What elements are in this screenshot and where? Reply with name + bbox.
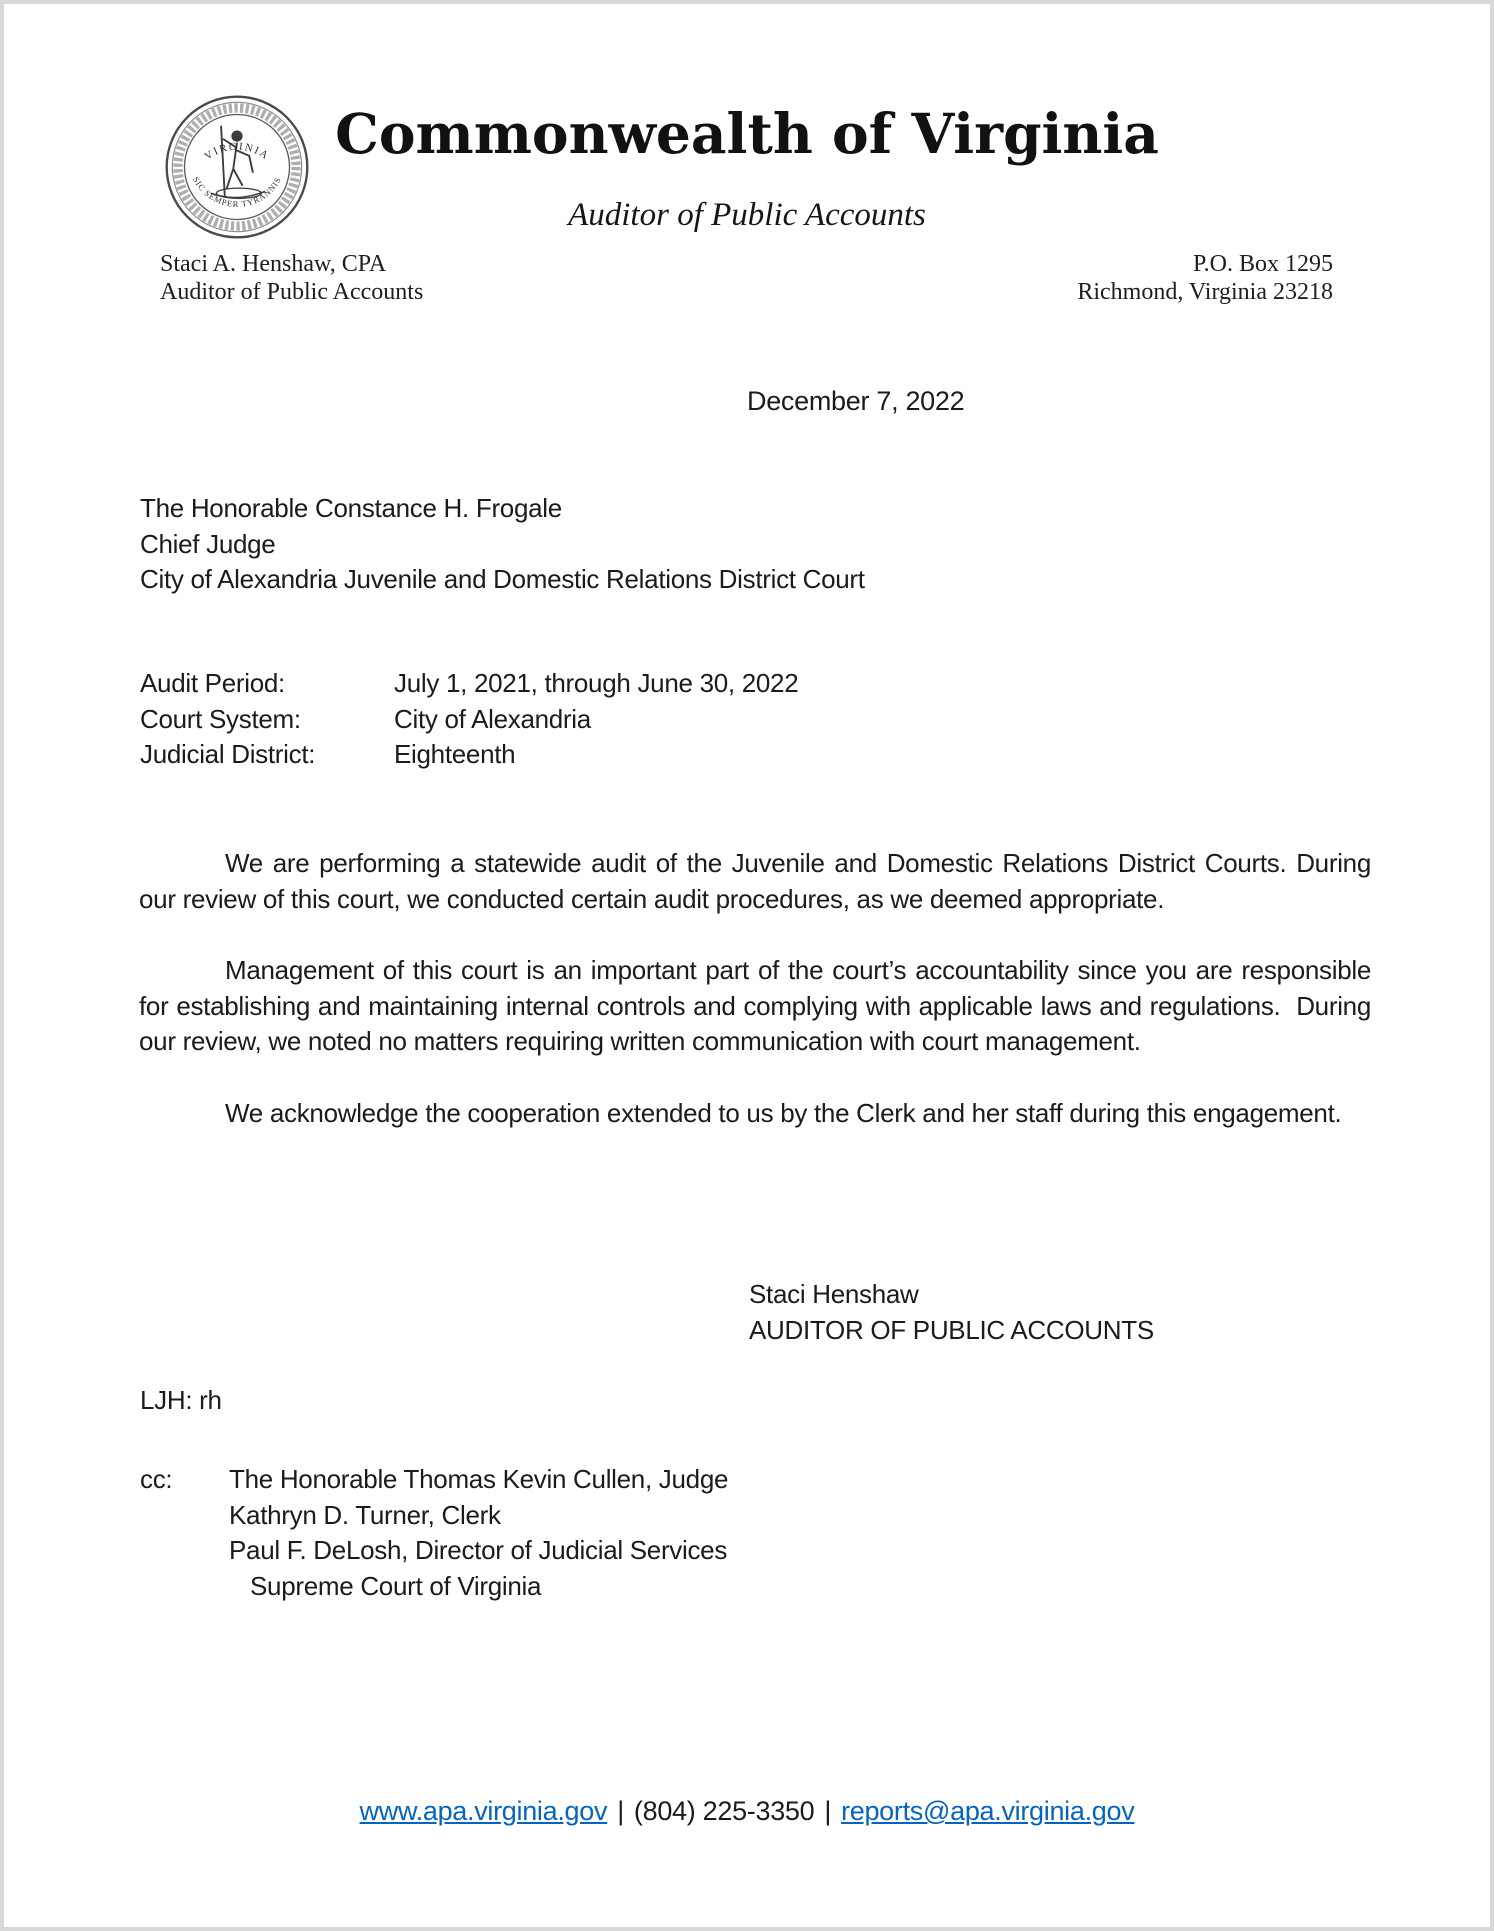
judicial-district-value: Eighteenth [394, 739, 516, 769]
cc-items [229, 1462, 728, 1604]
footer-separator: | [824, 1796, 832, 1826]
audit-period-row [140, 666, 798, 702]
audit-period-value: July 1, 2021, through June 30, 2022 [394, 668, 799, 698]
recipient-title: Chief Judge [140, 528, 276, 559]
letter-body [139, 846, 1371, 1167]
officer-name: Staci A. Henshaw, CPA [160, 251, 387, 277]
phone-number: (804) 225-3350 [633, 1796, 815, 1826]
audit-period-label: Audit Period: [140, 668, 285, 698]
paragraph-1: We are performing a statewide audit of the Juvenile and Domestic Relations District Courts. During our review of this court, we conducted certain audit procedures, as we deemed appropriate. [139, 848, 1371, 914]
website-link[interactable]: www.apa.virginia.gov [359, 1796, 608, 1826]
court-system-label: Court System: [140, 703, 301, 734]
signature-title: AUDITOR OF PUBLIC ACCOUNTS [749, 1314, 1154, 1345]
cc-block [140, 1462, 728, 1604]
recipient-name: The Honorable Constance H. Frogale [140, 493, 562, 523]
cc-item: Paul F. DeLosh, Director of Judicial Services [229, 1535, 728, 1565]
cc-item: Supreme Court of Virginia [250, 1570, 542, 1601]
recipient-block [140, 491, 865, 598]
footer-separator: | [617, 1796, 624, 1826]
signature-name: Staci Henshaw [749, 1279, 919, 1309]
header-officer-block [160, 250, 423, 306]
officer-title: Auditor of Public Accounts [160, 279, 424, 305]
judicial-district-label: Judicial District: [140, 739, 316, 769]
cc-item: Kathryn D. Turner, Clerk [229, 1499, 501, 1530]
recipient-court: City of Alexandria Juvenile and Domestic Relations District Court [140, 564, 865, 594]
org-title: Commonwealth of Virginia [335, 101, 1159, 166]
cc-label: cc: [140, 1464, 173, 1494]
audit-info-block [140, 666, 798, 773]
reference-initials: LJH: rh [140, 1385, 222, 1415]
email-link[interactable]: reports@apa.virginia.gov [841, 1796, 1135, 1826]
paragraph-2: Management of this court is an important part of the court’s accountability since you are responsible for establishing and maintaining internal controls and complying with applicable laws and regulations. During our review, we noted no matters requiring written communication with court management. [139, 955, 1371, 1056]
footer-contact-line [4, 1796, 1490, 1827]
seal-top-text: VIRGINIA [202, 140, 272, 163]
paragraph-3: We acknowledge the cooperation extended to us by the Clerk and her staff during this engagement. [225, 1097, 1342, 1128]
seal-bottom-text: SIC SEMPER TYRANNIS [190, 174, 284, 209]
letter-date: December 7, 2022 [747, 386, 965, 416]
court-system-row [140, 702, 798, 738]
city-state-zip: Richmond, Virginia 23218 [1077, 279, 1333, 305]
cc-item: The Honorable Thomas Kevin Cullen, Judge [229, 1464, 729, 1494]
header-address-block [1077, 250, 1333, 306]
judicial-district-row [140, 737, 798, 773]
court-system-value: City of Alexandria [394, 703, 591, 734]
po-box: P.O. Box 1295 [1192, 251, 1333, 277]
signature-block [749, 1277, 1154, 1348]
org-subtitle: Auditor of Public Accounts [568, 197, 926, 233]
